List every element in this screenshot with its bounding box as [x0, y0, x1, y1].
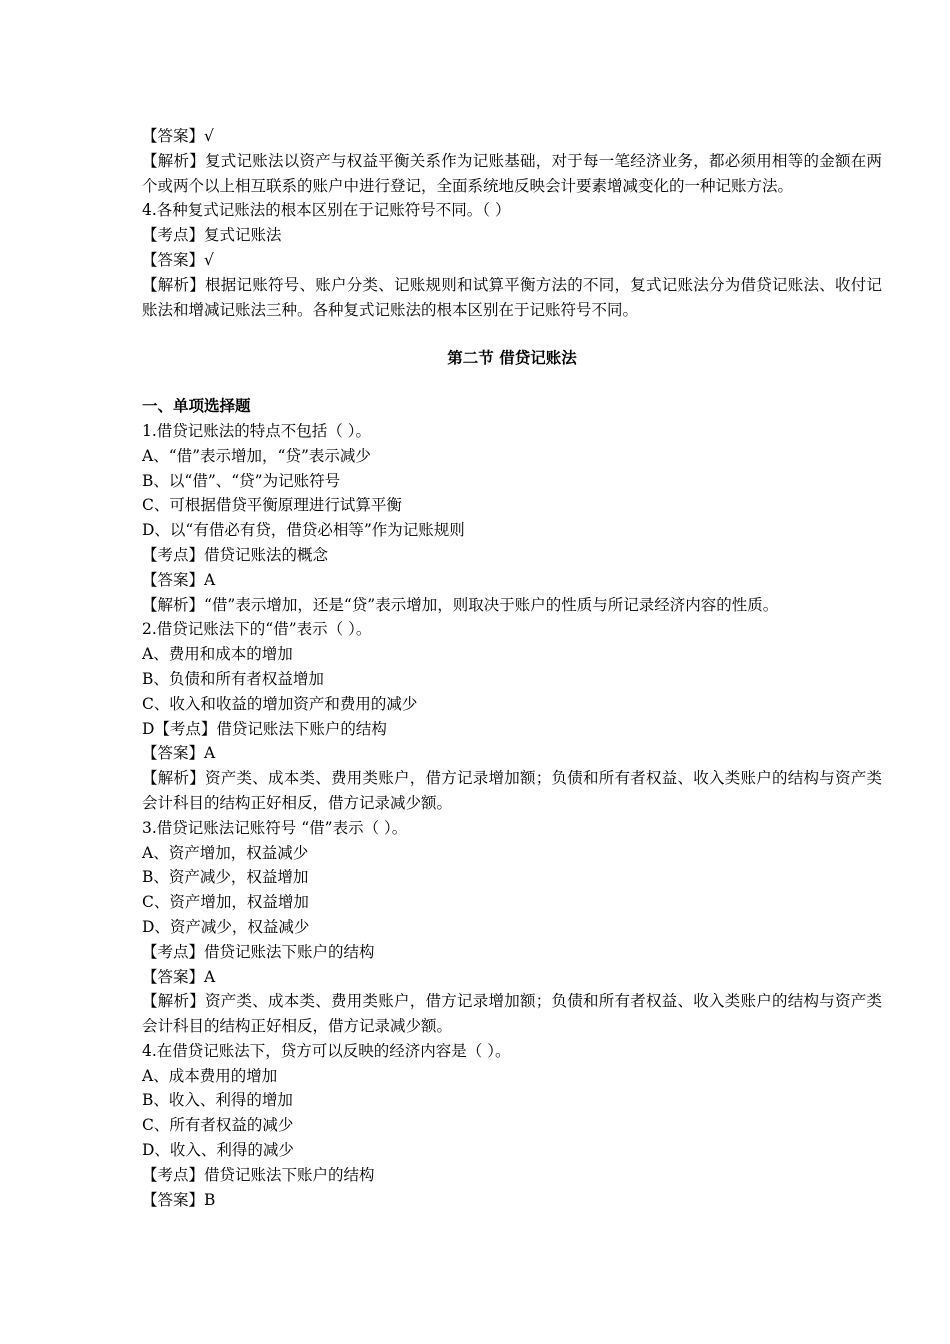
option-a: A、成本费用的增加	[142, 1066, 278, 1085]
option-d: D【考点】借贷记账法下账户的结构	[142, 719, 387, 738]
answer-line: 【答案】√	[142, 127, 214, 145]
option-d: D、以“有借必有贷，借贷必相等”作为记账规则	[142, 521, 465, 540]
option-b: B、资产减少，权益增加	[142, 868, 309, 887]
option-a: A、费用和成本的增加	[142, 645, 293, 664]
answer-line: 【答案】A	[142, 744, 216, 763]
analysis-paragraph: 【解析】资产类、成本类、费用类账户，借方记录增加额；负债和所有者权益、收入类账户的结构与资产类会计科目的结构正好相反，借方记录减少额。	[142, 992, 882, 1036]
analysis-paragraph: 【解析】“借”表示增加，还是“贷”表示增加，则取决于账户的性质与所记录经济内容的性质。	[142, 595, 779, 614]
question-stem: 1.借贷记账法的特点不包括（ ）。	[142, 421, 371, 440]
question-stem: 4.在借贷记账法下，贷方可以反映的经济内容是（ ）。	[142, 1041, 511, 1060]
answer-line: 【答案】A	[142, 967, 216, 986]
option-c: C、收入和收益的增加资产和费用的减少	[142, 694, 418, 713]
option-a: A、“借”表示增加，“贷”表示减少	[142, 446, 371, 465]
analysis-paragraph: 【解析】复式记账法以资产与权益平衡关系作为记账基础，对于每一笔经济业务，都必须用相等的金额在两个或两个以上相互联系的账户中进行登记，全面系统地反映会计要素增减变化的一种记账方法。	[142, 151, 882, 195]
option-c: C、可根据借贷平衡原理进行试算平衡	[142, 496, 402, 515]
option-b: B、负债和所有者权益增加	[142, 669, 324, 688]
answer-line: 【答案】√	[142, 250, 214, 269]
option-b: B、以“借”、“贷”为记账符号	[142, 471, 341, 490]
point-line: 【考点】借贷记账法的概念	[142, 545, 329, 564]
analysis-paragraph: 【解析】根据记账符号、账户分类、记账规则和试算平衡方法的不同，复式记账法分为借贷记账法、收付记账法和增减记账法三种。各种复式记账法的根本区别在于记账符号不同。	[142, 275, 882, 319]
option-c: C、资产增加，权益增加	[142, 893, 309, 912]
point-line: 【考点】借贷记账法下账户的结构	[142, 942, 375, 961]
point-line: 【考点】借贷记账法下账户的结构	[142, 1165, 375, 1184]
option-b: B、收入、利得的增加	[142, 1091, 293, 1110]
question-stem: 2.借贷记账法下的“借”表示（ ）。	[142, 620, 372, 639]
option-d: D、收入、利得的减少	[142, 1141, 294, 1160]
document-content	[142, 124, 882, 1212]
answer-line: 【答案】A	[142, 570, 216, 589]
part-title: 一、单项选择题	[142, 396, 251, 416]
analysis-paragraph: 【解析】资产类、成本类、费用类账户，借方记录增加额；负债和所有者权益、收入类账户的结构与资产类会计科目的结构正好相反，借方记录减少额。	[142, 769, 882, 812]
answer-line: 【答案】B	[142, 1190, 216, 1209]
point-line: 【考点】复式记账法	[142, 226, 282, 245]
question-stem: 3.借贷记账法记账符号 “借”表示（ ）。	[142, 818, 408, 837]
option-a: A、资产增加，权益减少	[142, 843, 309, 862]
option-d: D、资产减少，权益减少	[142, 917, 310, 936]
option-c: C、所有者权益的减少	[142, 1116, 294, 1135]
question-stem: 4.各种复式记账法的根本区别在于记账符号不同。（ ）	[142, 201, 511, 220]
section-title: 第二节 借贷记账法	[447, 348, 577, 368]
